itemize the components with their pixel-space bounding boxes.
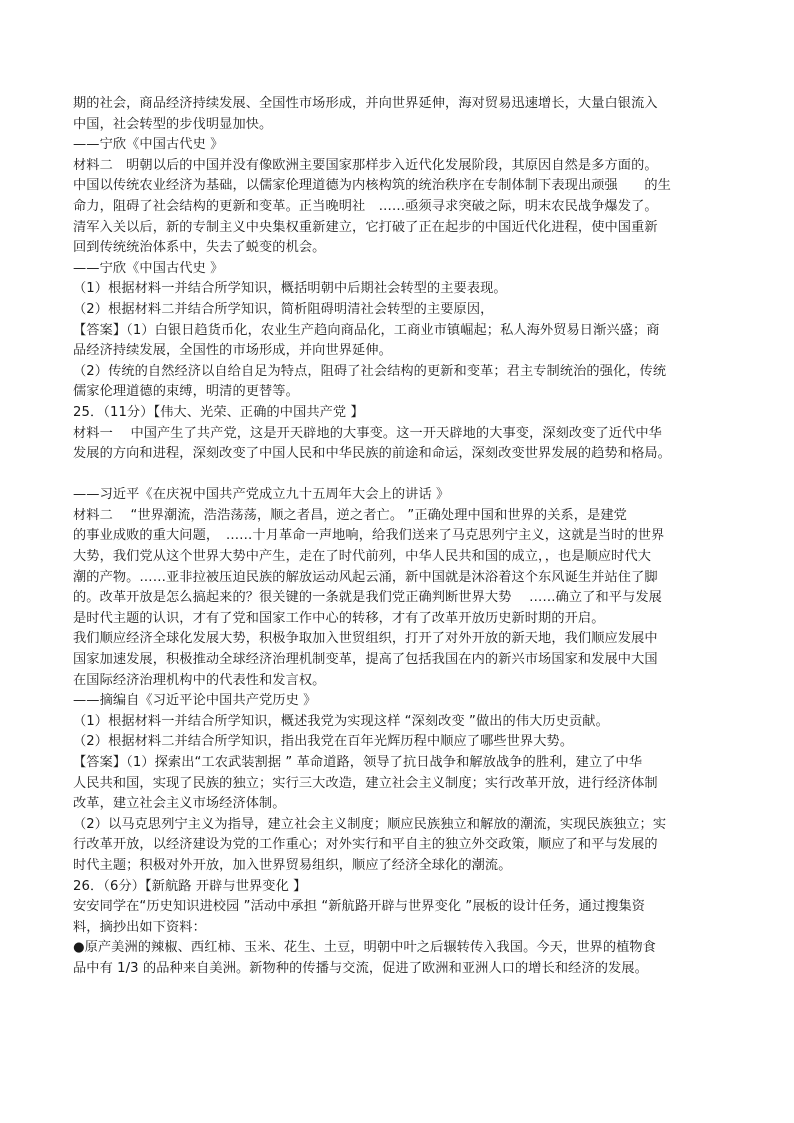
text-line: （2）根据材料二并结合所学知识，指出我党在百年光辉历程中顺应了哪些世界大势。 — [73, 734, 574, 750]
blank-line — [73, 465, 731, 486]
text-line: 中国以传统农业经济为基础，以儒家伦理道德为内核构筑的统治秩序在专制体制下表现出顽强 的生 — [73, 178, 671, 194]
text-line: 品经济持续发展，全国性的市场形成，并向世界延伸。 — [73, 343, 392, 359]
text-line: （1）根据材料一并结合所学知识，概括明朝中后期社会转型的主要表现。 — [73, 281, 507, 297]
text-line: 材料二 “世界潮流，浩浩荡荡，顺之者昌，逆之者亡。 ”正确处理中国和世界的关系，是建党 — [73, 507, 627, 523]
text-line: 回到传统统治体系中，失去了蜕变的机会。 — [73, 240, 326, 256]
text-line: 儒家伦理道德的束缚，明清的更替等。 — [73, 384, 299, 400]
text-line: 行改革开放，以经济建设为党的工作重心；对外实行和平自主的独立外交政策，顺应了和平与发展的 — [73, 837, 658, 853]
text-line: （2）根据材料二并结合所学知识，简析阻碍明清社会转型的主要原因， — [73, 301, 494, 317]
text-line: 人民共和国，实现了民族的独立；实行三大改造，建立社会主义制度；实行改革开放，进行经济体制 — [73, 775, 658, 791]
text-line: 命力，阻碍了社会结构的更新和变革。正当晚明社 ……亟须寻求突破之际，明末农民战争爆发了。 — [73, 198, 658, 214]
text-line: 材料二 明朝以后的中国并没有像欧洲主要国家那样步入近代化发展阶段，其原因自然是多方面的。 — [73, 157, 658, 173]
text-line: 潮的产物。……亚非拉被压迫民族的解放运动风起云涌，新中国就是沐浴着这个东风诞生并站住了脚 — [73, 569, 658, 585]
text-line: （2）以马克思列宁主义为指导，建立社会主义制度；顺应民族独立和解放的潮流，实现民族独立；实 — [73, 816, 667, 832]
text-line: 【答案】（1）白银日趋货币化，农业生产趋向商品化，工商业市镇崛起；私人海外贸易日渐兴盛；商 — [73, 322, 660, 338]
text-line: 品中有 1/3 的品种来自美洲。新物种的传播与交流，促进了欧洲和亚洲人口的增长和经济的发展。 — [73, 960, 648, 976]
text-line: 25．（11分）【伟大、光荣、正确的中国共产党 】 — [73, 404, 364, 420]
text-line: 改革，建立社会主义市场经济体制。 — [73, 796, 286, 812]
text-line: 是时代主题的认识，才有了党和国家工作中心的转移，才有了改革开放历史新时期的开启。 — [73, 610, 605, 626]
text-line: 安安同学在“历史知识进校园 ”活动中承担 “新航路开辟与世界变化 ”展板的设计任务，通过搜集资 — [73, 899, 646, 915]
text-line: （2）传统的自然经济以自给自足为特点，阻碍了社会结构的更新和变革；君主专制统治的强化，传统 — [73, 363, 667, 379]
text-line: （1）根据材料一并结合所学知识，概述我党为实现这样 “深刻改变 ”做出的伟大历史贡献。 — [73, 713, 609, 729]
text-line: 大势，我们党从这个世界大势中产生，走在了时代前列，中华人民共和国的成立，，也是顺应时代大 — [73, 549, 652, 565]
text-line: 时代主题；积极对外开放，加入世界贸易组织，顺应了经济全球化的潮流。 — [73, 857, 512, 873]
text-line: ——摘编自《习近平论中国共产党历史 》 — [73, 693, 317, 709]
text-line: 的。改革开放是怎么搞起来的？很关键的一条就是我们党正确判断世界大势 ……确立了和平与发展 — [73, 590, 662, 606]
text-line: 的事业成败的重大问题， ……十月革命一声地响，给我们送来了马克思列宁主义，这就是当时的世界 — [73, 528, 665, 544]
text-line: 期的社会，商品经济持续发展、全国性市场形成，并向世界延伸，海对贸易迅速增长，大量白银流入 — [73, 96, 658, 111]
text-line: 发展的方向和进程，深刻改变了中国人民和中华民族的前途和命运，深刻改变世界发展的趋势和格局。 — [73, 446, 671, 462]
document-body — [73, 94, 731, 980]
text-line: 中国，社会转型的步伐明显加快。 — [73, 116, 273, 132]
text-line: 材料一 中国产生了共产党，这是开天辟地的大事变。这一开天辟地的大事变，深刻改变了近代中华 — [73, 425, 662, 441]
text-line: 我们顺应经济全球化发展大势，积极争取加入世贸组织，打开了对外开放的新天地，我们顺应发展中 — [73, 631, 658, 647]
text-line: 在国际经济治理机构中的代表性和发言权。 — [73, 672, 326, 688]
text-line: ——习近平《在庆祝中国共产党成立九十五周年大会上的讲话 》 — [73, 487, 450, 503]
text-line: 26．（6分）【新航路 开辟与世界变化 】 — [73, 878, 307, 894]
text-line: ——宁欣《中国古代史 》 — [73, 260, 224, 276]
text-line: 料，摘抄出如下资料： — [73, 919, 206, 935]
text-line: 国家加速发展，积极推动全球经济治理机制变革，提高了包括我国在内的新兴市场国家和发展中大国 — [73, 652, 658, 668]
text-line: 清军入关以后，新的专制主义中央集权重新建立，它打破了正在起步的中国近代化进程，使中国重新 — [73, 219, 658, 235]
text-line: 【答案】（1）探索出“工农武装割据 ” 革命道路，领导了抗日战争和解放战争的胜利，建立了中华 — [73, 755, 643, 770]
text-line: ——宁欣《中国古代史 》 — [73, 137, 224, 153]
text-line: ●原产美洲的辣椒、西红柿、玉米、花生、土豆，明朝中叶之后辗转传入我国。今天，世界的植物食 — [73, 940, 656, 956]
